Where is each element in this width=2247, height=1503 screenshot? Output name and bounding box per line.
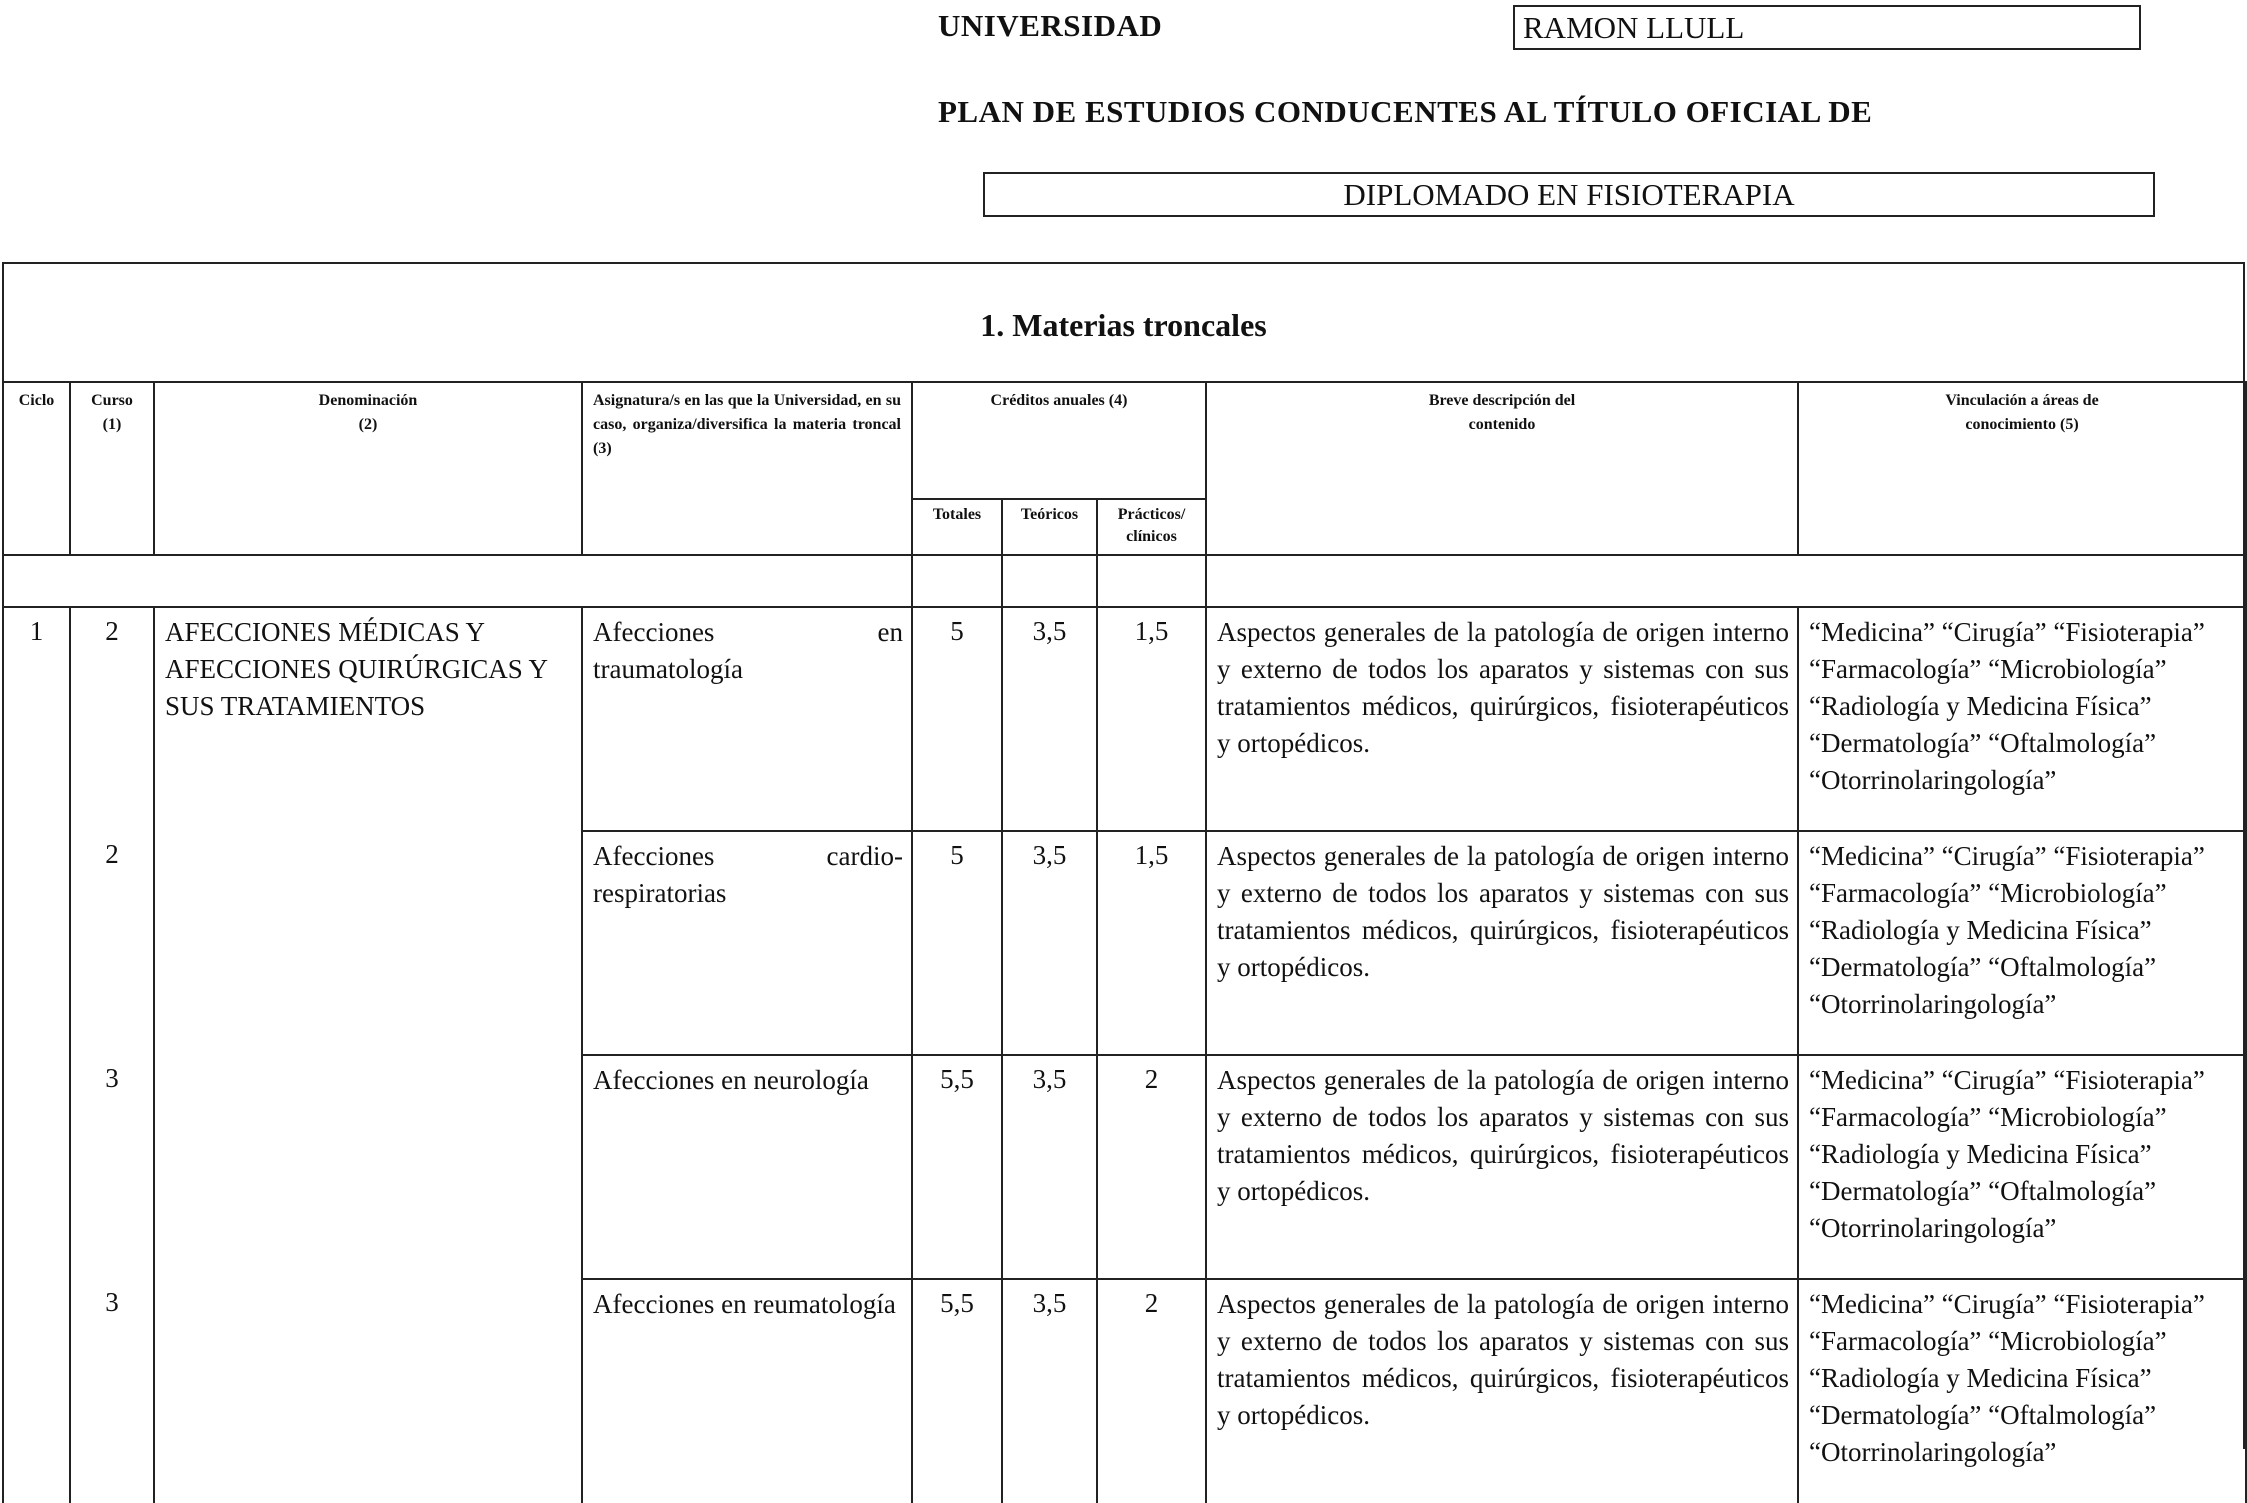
col-totales: Totales: [912, 499, 1002, 555]
curso-cell: 2: [70, 831, 154, 1055]
descripcion-cell: Aspectos generales de la patología de origen interno y externo de todos los aparatos y sistemas con sus tratamientos médicos, quirúrgicos, fisioterapéuticos y ortopédicos.: [1206, 1279, 1798, 1503]
descripcion-cell: Aspectos generales de la patología de origen interno y externo de todos los aparatos y sistemas con sus tratamientos médicos, quirúrgicos, fisioterapéuticos y ortopédicos.: [1206, 607, 1798, 831]
col-creditos: Créditos anuales (4): [912, 382, 1206, 499]
denominacion-cell: AFECCIONES MÉDICAS Y AFECCIONES QUIRÚRGICAS Y SUS TRATAMIENTOS: [154, 607, 582, 1503]
teoricos-cell: 3,5: [1002, 607, 1097, 831]
asignatura-cell: Afecciones en traumatología: [582, 607, 912, 831]
header-row: [3, 382, 2246, 499]
col-descripcion: Breve descripción del contenido: [1206, 382, 1798, 555]
curso-cell: 3: [70, 1055, 154, 1279]
curso-cell: 3: [70, 1279, 154, 1503]
totales-cell: 5: [912, 831, 1002, 1055]
curso-cell: 2: [70, 607, 154, 831]
table-row: [3, 607, 2246, 831]
col-vinculacion: Vinculación a áreas de conocimiento (5): [1798, 382, 2246, 555]
vinculacion-cell: “Medicina” “Cirugía” “Fisioterapia” “Farmacología” “Microbiología” “Radiología y Medicina Física” “Dermatología” “Oftalmología” “Otorrinolaringología”: [1798, 607, 2246, 831]
blank-cell: [1206, 555, 2246, 607]
blank-row: [3, 555, 2246, 607]
section-title: 1. Materias troncales: [980, 307, 1267, 343]
blank-cell: [912, 555, 1002, 607]
practicos-cell: 1,5: [1097, 831, 1206, 1055]
totales-cell: 5,5: [912, 1279, 1002, 1503]
practicos-cell: 2: [1097, 1279, 1206, 1503]
teoricos-cell: 3,5: [1002, 1279, 1097, 1503]
descripcion-cell: Aspectos generales de la patología de origen interno y externo de todos los aparatos y sistemas con sus tratamientos médicos, quirúrgicos, fisioterapéuticos y ortopédicos.: [1206, 831, 1798, 1055]
asignatura-cell: Afecciones cardio-respiratorias: [582, 831, 912, 1055]
asignatura-cell: Afecciones en neurología: [582, 1055, 912, 1279]
totales-cell: 5,5: [912, 1055, 1002, 1279]
blank-cell: [3, 555, 912, 607]
university-name-box: RAMON LLULL: [1513, 5, 2141, 50]
practicos-cell: 2: [1097, 1055, 1206, 1279]
plan-title: PLAN DE ESTUDIOS CONDUCENTES AL TÍTULO OFICIAL DE: [938, 94, 1873, 129]
ciclo-cell: 1: [3, 607, 70, 1503]
university-label: UNIVERSIDAD: [938, 8, 1163, 43]
col-practicos: Prácticos/ clínicos: [1097, 499, 1206, 555]
materias-table: [2, 381, 2247, 1503]
teoricos-cell: 3,5: [1002, 831, 1097, 1055]
col-denominacion: Denominación (2): [154, 382, 582, 555]
teoricos-cell: 3,5: [1002, 1055, 1097, 1279]
blank-cell: [1002, 555, 1097, 607]
descripcion-cell: Aspectos generales de la patología de origen interno y externo de todos los aparatos y sistemas con sus tratamientos médicos, quirúrgicos, fisioterapéuticos y ortopédicos.: [1206, 1055, 1798, 1279]
col-asignaturas: Asignatura/s en las que la Universidad, en su caso, organiza/diversifica la materia troncal (3): [582, 382, 912, 555]
totales-cell: 5: [912, 607, 1002, 831]
vinculacion-cell: “Medicina” “Cirugía” “Fisioterapia” “Farmacología” “Microbiología” “Radiología y Medicina Física” “Dermatología” “Oftalmología” “Otorrinolaringología”: [1798, 1055, 2246, 1279]
vinculacion-cell: “Medicina” “Cirugía” “Fisioterapia” “Farmacología” “Microbiología” “Radiología y Medicina Física” “Dermatología” “Oftalmología” “Otorrinolaringología”: [1798, 831, 2246, 1055]
col-curso: Curso (1): [70, 382, 154, 555]
degree-title-box: DIPLOMADO EN FISIOTERAPIA: [983, 172, 2155, 217]
practicos-cell: 1,5: [1097, 607, 1206, 831]
col-ciclo: Ciclo: [3, 382, 70, 555]
blank-cell: [1097, 555, 1206, 607]
vinculacion-cell: “Medicina” “Cirugía” “Fisioterapia” “Farmacología” “Microbiología” “Radiología y Medicina Física” “Dermatología” “Oftalmología” “Otorrinolaringología”: [1798, 1279, 2246, 1503]
col-teoricos: Teóricos: [1002, 499, 1097, 555]
asignatura-cell: Afecciones en reumatología: [582, 1279, 912, 1503]
